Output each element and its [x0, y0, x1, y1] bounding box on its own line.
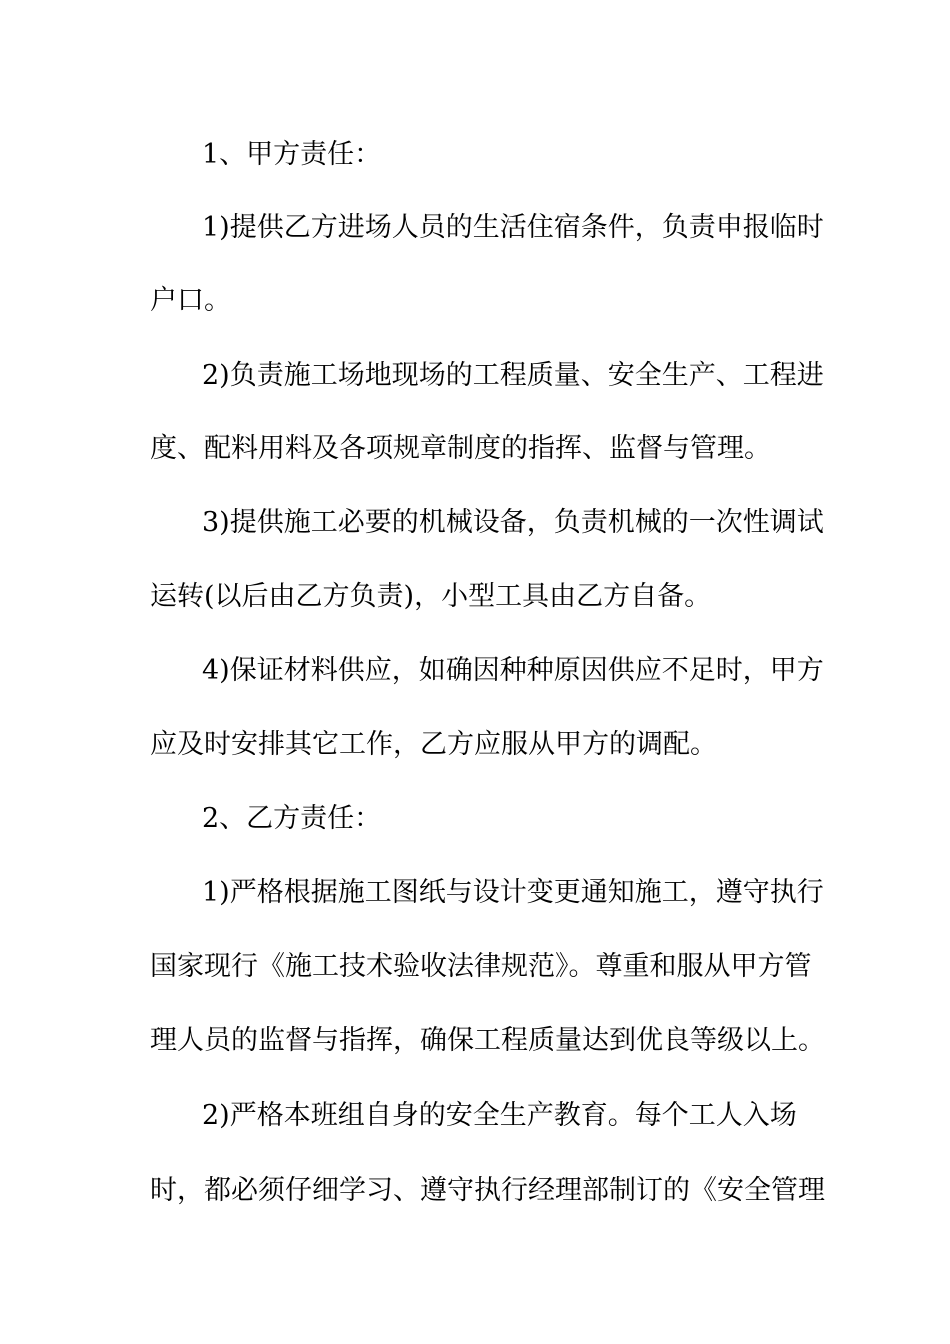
paragraph-line: 应及时安排其它工作，乙方应服从甲方的调配。 [150, 729, 717, 760]
paragraph-line: 2)负责施工场地现场的工程质量、安全生产、工程进 [202, 360, 824, 391]
paragraph-line: 1)提供乙方进场人员的生活住宿条件，负责申报临时 [202, 212, 824, 243]
paragraph-line: 理人员的监督与指挥，确保工程质量达到优良等级以上。 [150, 1025, 825, 1056]
paragraph-line: 4)保证材料供应，如确因种种原因供应不足时，甲方 [202, 655, 824, 686]
paragraph-line: 户口。 [150, 285, 231, 316]
paragraph-line: 时，都必须仔细学习、遵守执行经理部制订的《安全管理 [150, 1175, 825, 1206]
paragraph-line: 国家现行《施工技术验收法律规范》。尊重和服从甲方管 [150, 951, 812, 982]
paragraph-line: 3)提供施工必要的机械设备，负责机械的一次性调试 [202, 507, 824, 538]
paragraph-line: 度、配料用料及各项规章制度的指挥、监督与管理。 [150, 433, 771, 464]
section-heading-party-b: 2、乙方责任： [202, 803, 382, 834]
section-heading-party-a: 1、甲方责任： [202, 139, 382, 170]
paragraph-line: 1)严格根据施工图纸与设计变更通知施工，遵守执行 [202, 877, 824, 908]
paragraph-line: 2)严格本班组自身的安全生产教育。每个工人入场 [202, 1100, 797, 1131]
paragraph-line: 运转(以后由乙方负责)，小型工具由乙方自备。 [150, 581, 712, 612]
